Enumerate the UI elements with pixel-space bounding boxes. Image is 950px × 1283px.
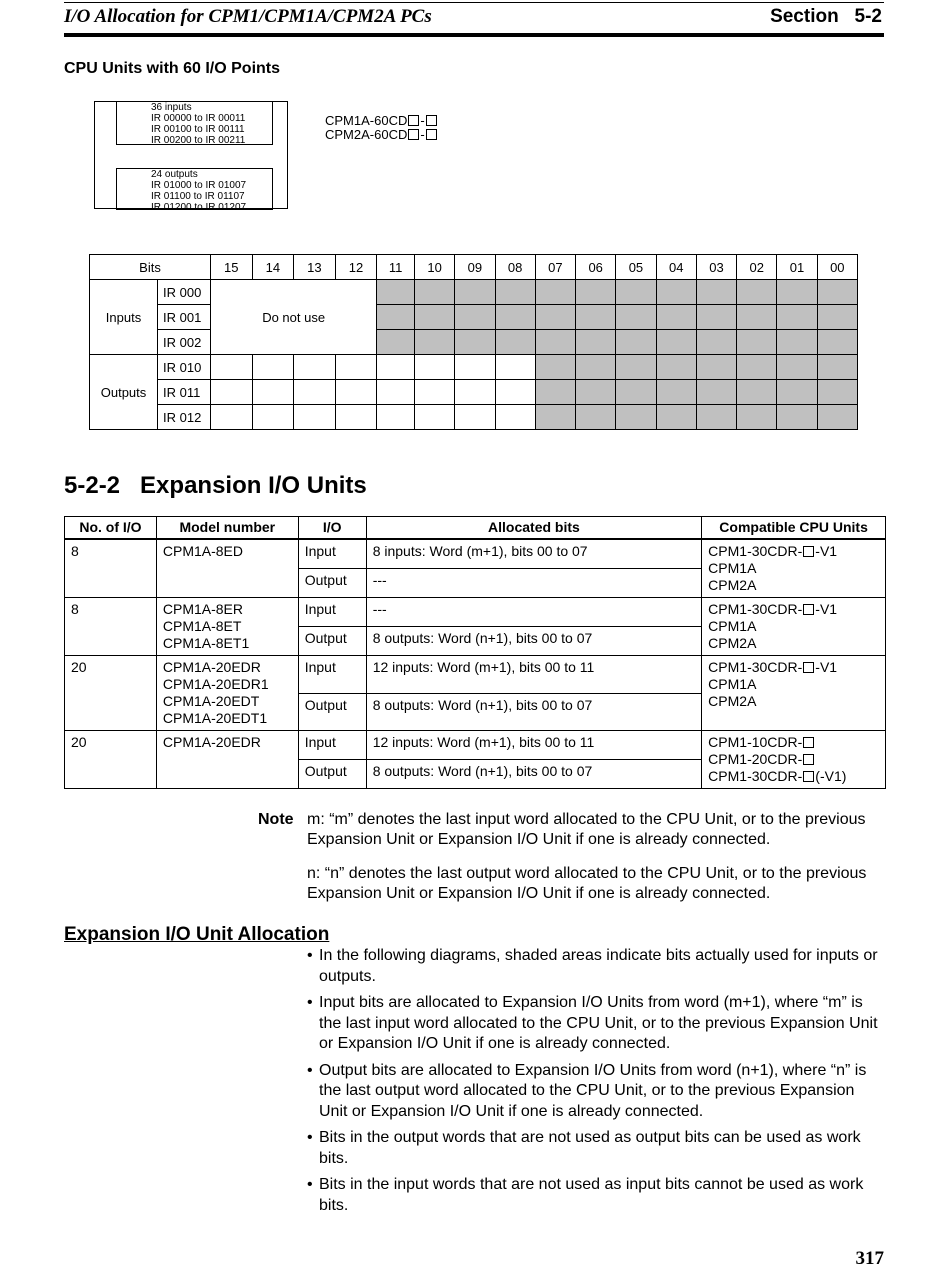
compatible-cpu-cell [702,539,886,598]
model-number: CPM1A-8ED [162,543,244,559]
io-count: 20 [65,656,157,731]
used-bit-cell [455,280,495,305]
used-bit-cell [817,405,857,430]
used-bit-cell [414,305,454,330]
used-bit-cell [737,355,777,380]
used-bit-cell [656,380,696,405]
bullet-item: • Bits in the output words that are not used as output bits can be used as work bits. [305,1128,887,1169]
compatible-cpu-cell [702,656,886,731]
unused-bit-cell [335,405,377,430]
used-bit-cell [737,280,777,305]
outputs-box-line: IR 01000 to IR 01007 [151,180,247,191]
unused-bit-cell [495,380,535,405]
col-header-no-io: No. of I/O [65,517,157,540]
unused-bit-cell [495,355,535,380]
bit-allocation-table [89,254,858,430]
used-bit-cell [616,380,656,405]
model-number-cell [156,731,298,789]
unused-bit-cell [252,380,294,405]
used-bit-cell [656,330,696,355]
io-type: Output [298,693,366,731]
used-bit-cell [777,305,817,330]
used-bit-cell [576,305,616,330]
expansion-units-table [64,516,886,789]
inputs-box-line: IR 00100 to IR 00111 [151,124,245,135]
io-count: 20 [65,731,157,789]
used-bit-cell [616,305,656,330]
outputs-box [116,168,273,213]
allocated-bits: 8 outputs: Word (n+1), bits 00 to 07 [366,693,701,731]
note-n: n: “n” denotes the last output word allocated to the CPU Unit, or to the previous Expansion Unit or Expansion I/O Unit if one is already connected. [307,865,867,902]
cpu-model: CPM2A-60CD - [325,128,438,142]
compatible-cpu-cell [702,598,886,656]
allocation-heading: Expansion I/O Unit Allocation [64,924,330,945]
placeholder-box-icon [408,129,419,140]
used-bit-cell [737,380,777,405]
io-type: Input [298,539,366,569]
io-count: 8 [65,598,157,656]
used-bit-cell [576,405,616,430]
placeholder-box-icon [426,115,437,126]
bit-number: 08 [495,255,535,280]
model-number: CPM1A-8ET1 [162,635,250,651]
bit-number: 03 [696,255,736,280]
page-header-title: I/O Allocation for CPM1/CPM1A/CPM2A PCs [64,6,432,27]
used-bit-cell [414,330,454,355]
used-bit-cell [535,380,575,405]
compatible-cpu: CPM1-30CDR- -V1 [708,601,838,617]
unused-bit-cell [414,355,454,380]
used-bit-cell [656,280,696,305]
allocated-bits: --- [366,569,701,598]
note-label: Note [258,811,294,828]
model-number: CPM1A-20EDR [162,659,261,675]
io-count: 8 [65,539,157,598]
unused-bit-cell [252,405,294,430]
bit-number: 02 [737,255,777,280]
used-bit-cell [777,405,817,430]
allocated-bits: 8 outputs: Word (n+1), bits 00 to 07 [366,760,701,789]
cpu-model-list [325,114,438,142]
unused-bit-cell [414,380,454,405]
inputs-box-heading: 36 inputs [151,102,192,113]
table-row [65,656,886,694]
section-label: Section [770,6,839,27]
note-m: m: “m” denotes the last input word allocated to the CPU Unit, or to the previous Expansion Unit or Expansion I/O Unit if one is already connected. [307,811,866,848]
model-number: CPM1A-20EDT [162,693,260,709]
used-bit-cell [616,405,656,430]
unused-bit-cell [455,405,495,430]
word-address: IR 011 [158,380,211,405]
used-bit-cell [377,330,415,355]
bit-number: 09 [455,255,495,280]
output-group-label: Outputs [90,355,158,430]
unused-bit-cell [211,380,253,405]
used-bit-cell [777,380,817,405]
used-bit-cell [777,280,817,305]
unused-bit-cell [377,380,415,405]
used-bit-cell [616,280,656,305]
model-number: CPM1A-8ER [162,601,244,617]
bullet-item: • Bits in the input words that are not used as input bits cannot be used as work bits. [305,1175,887,1216]
used-bit-cell [535,405,575,430]
placeholder-box-icon [803,604,814,615]
unused-bit-cell [455,355,495,380]
table-row [65,731,886,760]
word-address: IR 002 [158,330,211,355]
placeholder-box-icon [803,662,814,673]
io-type: Input [298,656,366,694]
section-indicator [770,6,882,28]
model-number-cell [156,539,298,598]
allocated-bits: 8 outputs: Word (n+1), bits 00 to 07 [366,627,701,656]
used-bit-cell [696,280,736,305]
compatible-cpu-cell [702,731,886,789]
unused-bit-cell [294,405,336,430]
outputs-box-line: IR 01100 to IR 01107 [151,191,245,202]
word-address: IR 001 [158,305,211,330]
bit-number: 12 [335,255,377,280]
model-number: CPM1A-20EDR1 [162,676,269,692]
bit-number: 01 [777,255,817,280]
used-bit-cell [455,305,495,330]
placeholder-box-icon [803,737,814,748]
cpu-unit-diagram [94,101,288,213]
unused-bit-cell [294,380,336,405]
bit-number: 07 [535,255,575,280]
unused-bit-cell [377,355,415,380]
used-bit-cell [777,355,817,380]
used-bit-cell [696,305,736,330]
used-bit-cell [535,305,575,330]
bits-header-label: Bits [90,255,211,280]
model-number: CPM1A-8ET [162,618,242,634]
cpu-model: CPM1A-60CD - [325,114,438,128]
word-address: IR 000 [158,280,211,305]
used-bit-cell [696,405,736,430]
do-not-use-cell: Do not use [211,280,377,355]
used-bit-cell [696,330,736,355]
used-bit-cell [656,355,696,380]
bullet-item: • In the following diagrams, shaded areas indicate bits actually used for inputs or outputs. [305,946,887,987]
unused-bit-cell [495,405,535,430]
used-bit-cell [656,305,696,330]
used-bit-cell [737,305,777,330]
bit-number: 04 [656,255,696,280]
unused-bit-cell [252,355,294,380]
placeholder-box-icon [803,771,814,782]
word-address: IR 010 [158,355,211,380]
bit-number: 06 [576,255,616,280]
col-header-allocated-bits: Allocated bits [366,517,701,540]
header-rule [64,33,884,37]
bullet-item: • Input bits are allocated to Expansion I/O Units from word (m+1), where “m” is the last input word allocated to the CPU Unit, or to the previous Expansion Unit or Expansion I/O Unit if one is already connected. [305,993,887,1055]
used-bit-cell [576,355,616,380]
unused-bit-cell [211,355,253,380]
io-type: Input [298,598,366,627]
used-bit-cell [576,380,616,405]
model-number-cell [156,598,298,656]
col-header-compatible-cpu: Compatible CPU Units [702,517,886,540]
used-bit-cell [737,405,777,430]
model-number: CPM1A-20EDT1 [162,710,268,726]
used-bit-cell [535,280,575,305]
bit-number: 10 [414,255,454,280]
bit-number: 14 [252,255,294,280]
io-type: Output [298,760,366,789]
used-bit-cell [495,280,535,305]
unused-bit-cell [414,405,454,430]
page-number: 317 [855,1248,884,1269]
model-number: CPM1A-20EDR [162,734,261,750]
unused-bit-cell [335,355,377,380]
used-bit-cell [535,330,575,355]
unused-bit-cell [294,355,336,380]
compatible-cpu: CPM1-30CDR- -V1 [708,543,838,559]
bit-number: 05 [616,255,656,280]
outputs-box-line: IR 01200 to IR 01207 [151,202,247,213]
io-type: Output [298,569,366,598]
used-bit-cell [696,380,736,405]
used-bit-cell [817,305,857,330]
io-type: Input [298,731,366,760]
word-address: IR 012 [158,405,211,430]
placeholder-box-icon [408,115,419,126]
model-number-cell [156,656,298,731]
outputs-box-heading: 24 outputs [151,169,198,180]
compatible-cpu: CPM1A [708,618,757,634]
col-header-model: Model number [156,517,298,540]
bit-number: 11 [377,255,415,280]
bit-number: 13 [294,255,336,280]
inputs-box [116,101,273,145]
allocated-bits: 8 inputs: Word (m+1), bits 00 to 07 [366,539,701,569]
unused-bit-cell [211,405,253,430]
compatible-cpu: CPM1-20CDR- [708,751,879,768]
used-bit-cell [495,330,535,355]
used-bit-cell [696,355,736,380]
header-top-rule [64,2,884,3]
used-bit-cell [817,355,857,380]
placeholder-box-icon [803,754,814,765]
used-bit-cell [455,330,495,355]
placeholder-box-icon [426,129,437,140]
table-row [65,598,886,627]
compatible-cpu: CPM1A [708,560,757,576]
compatible-cpu: CPM1A [708,676,757,692]
used-bit-cell [377,280,415,305]
used-bit-cell [576,330,616,355]
compatible-cpu: CPM2A [708,577,757,593]
allocated-bits: 12 inputs: Word (m+1), bits 00 to 11 [366,656,701,694]
unused-bit-cell [335,380,377,405]
used-bit-cell [777,330,817,355]
used-bit-cell [616,330,656,355]
cpu60-title: CPU Units with 60 I/O Points [64,60,281,77]
expansion-heading: 5-2-2 Expansion I/O Units [64,472,367,499]
input-group-label: Inputs [90,280,158,355]
allocated-bits: 12 inputs: Word (m+1), bits 00 to 11 [366,731,701,760]
io-type: Output [298,627,366,656]
compatible-cpu: CPM1-10CDR- [708,734,879,751]
used-bit-cell [377,305,415,330]
inputs-box-line: IR 00000 to IR 00011 [151,113,246,124]
bullet-item: • Output bits are allocated to Expansion I/O Units from word (n+1), where “n” is the last output word allocated to the CPU Unit, or to the previous Expansion Unit or Expansion I/O Unit if one is already connected. [305,1061,887,1123]
compatible-cpu: CPM1-30CDR- (-V1) [708,768,847,784]
used-bit-cell [576,280,616,305]
allocated-bits: --- [366,598,701,627]
allocation-bullet-list [305,946,887,1222]
used-bit-cell [817,330,857,355]
section-number: 5-2 [854,6,882,27]
used-bit-cell [495,305,535,330]
used-bit-cell [737,330,777,355]
used-bit-cell [616,355,656,380]
used-bit-cell [535,355,575,380]
unused-bit-cell [455,380,495,405]
used-bit-cell [817,280,857,305]
compatible-cpu: CPM2A [708,693,757,709]
table-row [65,539,886,569]
used-bit-cell [817,380,857,405]
compatible-cpu: CPM2A [708,635,757,651]
bit-number: 15 [211,255,253,280]
compatible-cpu: CPM1-30CDR- -V1 [708,659,838,675]
used-bit-cell [414,280,454,305]
inputs-box-line: IR 00200 to IR 00211 [151,135,246,146]
bit-number: 00 [817,255,857,280]
placeholder-box-icon [803,546,814,557]
unused-bit-cell [377,405,415,430]
used-bit-cell [656,405,696,430]
col-header-io: I/O [298,517,366,540]
